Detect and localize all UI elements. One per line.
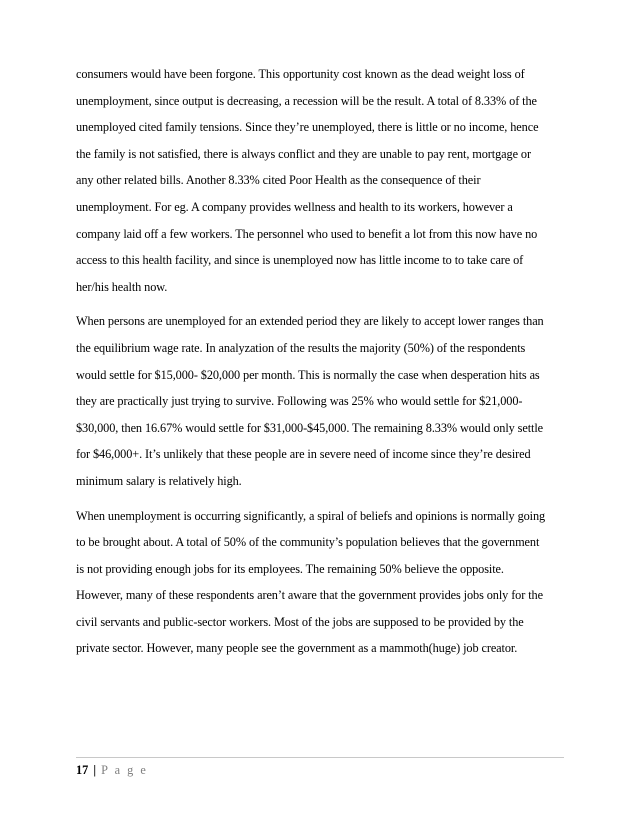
paragraph-3 bbox=[76, 508, 566, 668]
text-line: the equilibrium wage rate. In analyzation of the results the majority (50%) of the respondents bbox=[76, 340, 526, 355]
text-line: $30,000, then 16.67% would settle for $31,000-$45,000. The remaining 8.33% would only settle bbox=[76, 420, 544, 435]
footer-divider bbox=[76, 757, 564, 758]
text-line: the family is not satisfied, there is always conflict and they are unable to pay rent, mortgage or bbox=[76, 146, 531, 161]
text-line: they are practically just trying to survive. Following was 25% who would settle for $21,000- bbox=[76, 394, 523, 409]
text-line: unemployment. For eg. A company provides wellness and health to its workers, however a bbox=[76, 199, 513, 214]
text-line: company laid off a few workers. The personnel who used to benefit a lot from this now have no bbox=[76, 226, 538, 241]
text-line: for $46,000+. It’s unlikely that these people are in severe need of income since they’re desired bbox=[76, 447, 531, 462]
text-line: unemployed cited family tensions. Since they’re unemployed, there is little or no income, hence bbox=[76, 120, 539, 135]
text-line: minimum salary is relatively high. bbox=[76, 473, 242, 488]
paragraph-1 bbox=[76, 66, 566, 305]
text-line: her/his health now. bbox=[76, 279, 168, 294]
page-footer bbox=[76, 762, 148, 778]
text-line: would settle for $15,000- $20,000 per month. This is normally the case when desperation hits as bbox=[76, 367, 540, 382]
page-label: P a g e bbox=[101, 763, 148, 777]
text-line: civil servants and public-sector workers. Most of the jobs are supposed to be provided by the bbox=[76, 614, 524, 629]
text-line: When persons are unemployed for an extended period they are likely to accept lower ranges than bbox=[76, 314, 544, 329]
paragraph-spacer bbox=[76, 305, 566, 313]
text-line: to be brought about. A total of 50% of the community’s population believes that the government bbox=[76, 535, 540, 550]
paragraph-spacer bbox=[76, 500, 566, 508]
text-line: unemployment, since output is decreasing, a recession will be the result. A total of 8.33% of the bbox=[76, 93, 537, 108]
body-text bbox=[76, 66, 566, 667]
text-line: consumers would have been forgone. This opportunity cost known as the dead weight loss of bbox=[76, 67, 525, 81]
paragraph-2 bbox=[76, 313, 566, 499]
page-number: 17 bbox=[76, 763, 89, 777]
page-separator: | bbox=[93, 763, 97, 777]
text-line: private sector. However, many people see the government as a mammoth(huge) job creator. bbox=[76, 641, 518, 656]
text-line: access to this health facility, and since is unemployed now has little income to to take care of bbox=[76, 253, 524, 268]
text-line: any other related bills. Another 8.33% cited Poor Health as the consequence of their bbox=[76, 173, 481, 188]
text-line: However, many of these respondents aren’t aware that the government provides jobs only for the bbox=[76, 588, 543, 603]
text-line: is not providing enough jobs for its employees. The remaining 50% believe the opposite. bbox=[76, 561, 504, 576]
text-line: When unemployment is occurring significantly, a spiral of beliefs and opinions is normally going bbox=[76, 508, 546, 523]
